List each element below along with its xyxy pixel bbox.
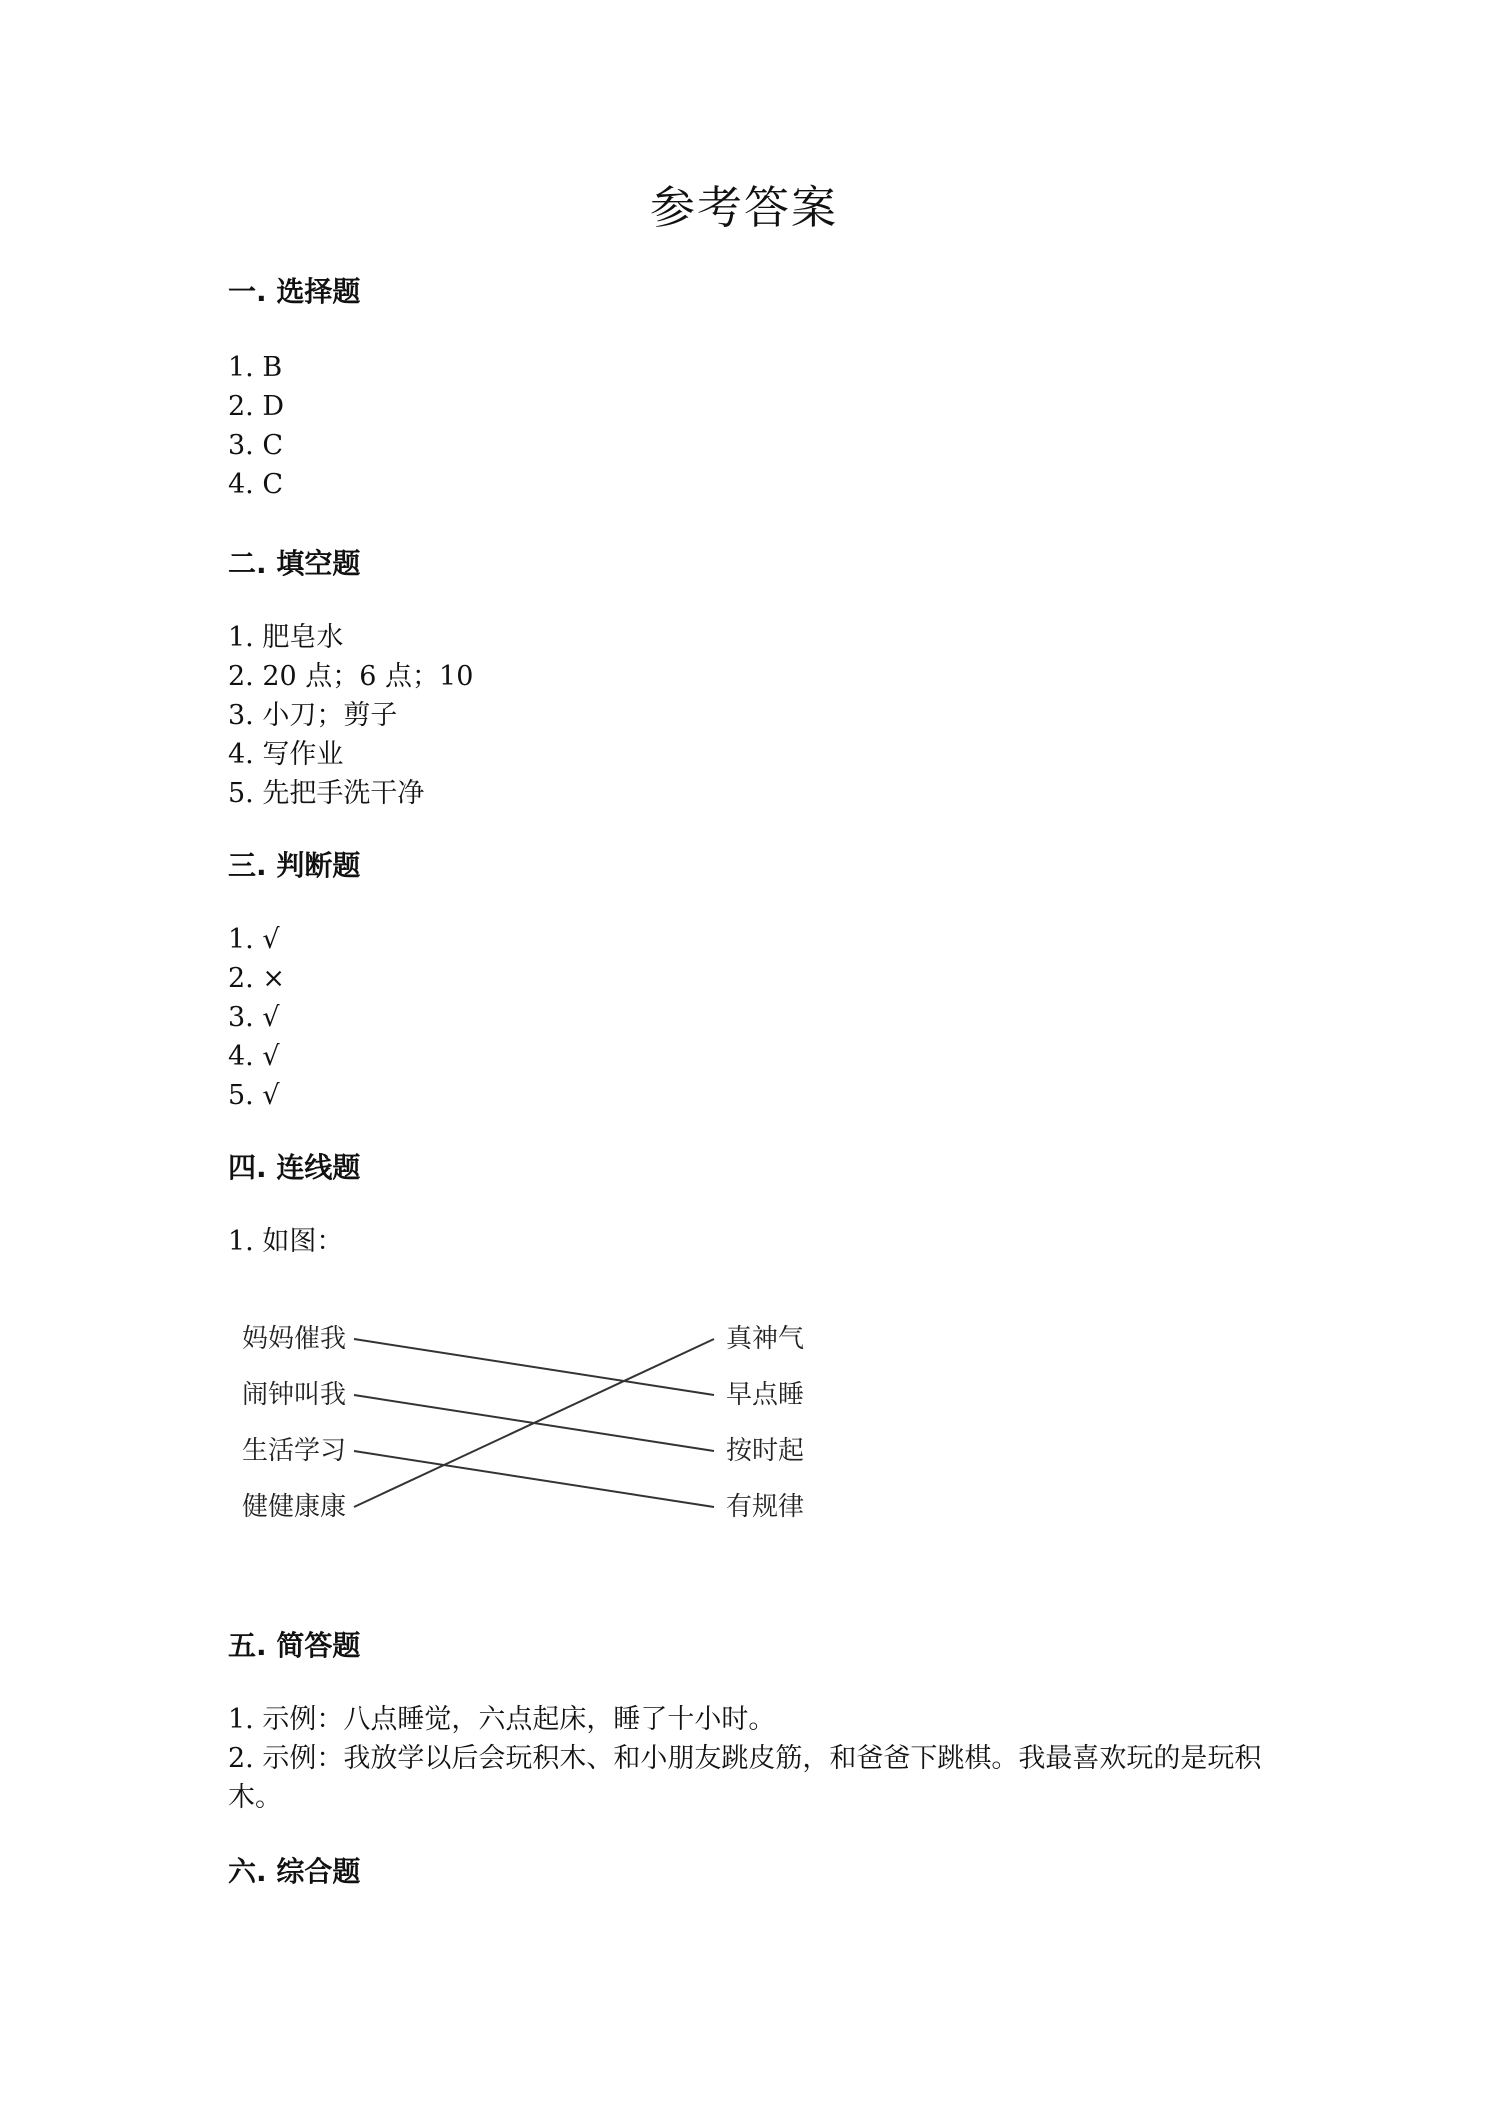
section-heading-fill-blank: 二. 填空题: [228, 547, 361, 580]
answer-item: 5. √: [228, 1080, 280, 1111]
section-heading-matching: 四. 连线题: [228, 1151, 361, 1184]
answer-item: 1. 肥皂水: [228, 622, 344, 653]
answer-item: 4. √: [228, 1041, 280, 1072]
answer-item: 4. C: [228, 469, 284, 500]
match-right-label: 有规律: [726, 1492, 805, 1522]
match-right-label: 早点睡: [726, 1380, 805, 1410]
match-lines: [354, 1339, 714, 1507]
matching-figure: [236, 1315, 816, 1555]
answer-item: 1. √: [228, 924, 280, 955]
match-left-label: 妈妈催我: [242, 1324, 347, 1354]
answer-list-matching: [228, 1222, 343, 1261]
match-left-label: 健健康康: [242, 1492, 347, 1522]
answer-item: 3. C: [228, 430, 284, 461]
answer-item: 2. 20 点；6 点；10: [228, 661, 474, 692]
answer-item: 2. D: [228, 391, 284, 422]
answer-item: 1. B: [228, 352, 283, 383]
answer-item: 3. 小刀；剪子: [228, 700, 398, 731]
answer-item: 1. 示例：八点睡觉，六点起床，睡了十小时。: [228, 1704, 776, 1735]
match-line: [354, 1339, 714, 1395]
answer-item: 4. 写作业: [228, 739, 344, 770]
section-heading-true-false: 三. 判断题: [228, 849, 361, 882]
page-title: 参考答案: [649, 181, 838, 234]
match-left-label: 生活学习: [242, 1436, 347, 1466]
match-line: [354, 1339, 714, 1507]
answer-item: 5. 先把手洗干净: [228, 778, 425, 809]
answer-list-fill-blank: [228, 618, 473, 813]
match-left-label: 闹钟叫我: [242, 1380, 347, 1410]
section-heading-comprehensive: 六. 综合题: [228, 1855, 361, 1888]
answer-item: 3. √: [228, 1002, 280, 1033]
match-right-label: 按时起: [726, 1436, 805, 1466]
answer-item: 1. 如图：: [228, 1226, 344, 1257]
match-right-label: 真神气: [726, 1324, 805, 1354]
section-heading-short-answer: 五. 简答题: [228, 1629, 361, 1662]
answer-item: 2. 示例：我放学以后会玩积木、和小朋友跳皮筋，和爸爸下跳棋。我最喜欢玩的是玩积木。: [228, 1743, 1262, 1813]
answer-item: 2. ×: [228, 963, 285, 994]
answer-list-true-false: [228, 920, 285, 1115]
match-line: [354, 1451, 714, 1507]
section-heading-choice: 一. 选择题: [228, 275, 361, 308]
answer-list-choice: [228, 348, 284, 504]
